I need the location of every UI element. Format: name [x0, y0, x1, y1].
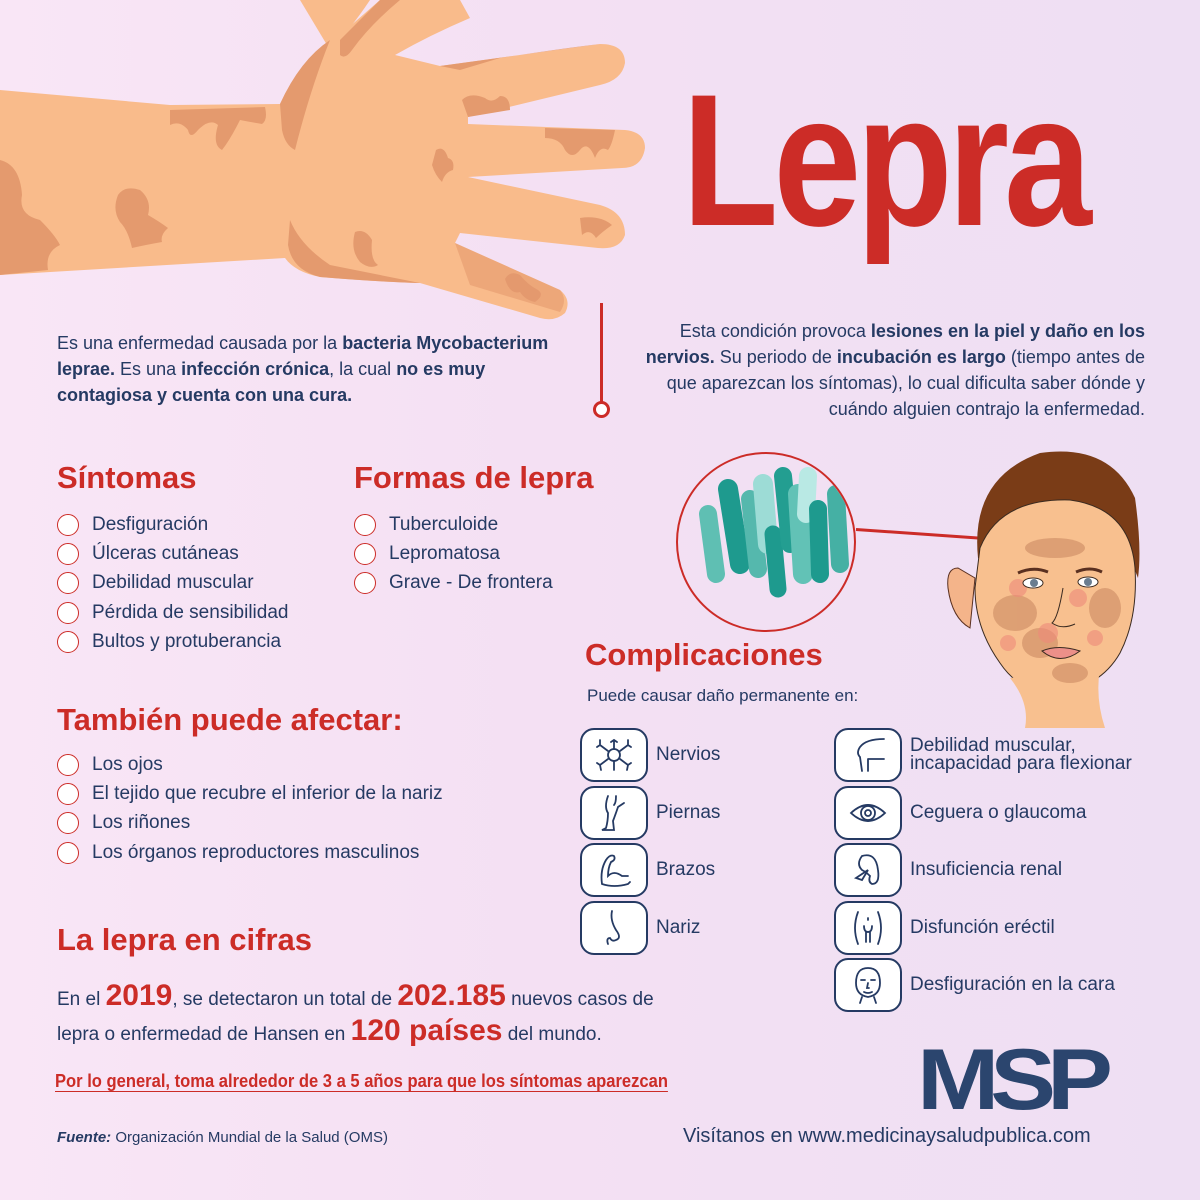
- list-item: Los órganos reproductores masculinos: [57, 838, 443, 867]
- kidney-icon: [834, 843, 902, 897]
- circle-bullet-icon: [57, 783, 79, 805]
- tambien-section: [57, 702, 443, 867]
- list-item: Grave - De frontera: [354, 569, 593, 598]
- list-item: Los riñones: [57, 809, 443, 838]
- eye-icon: [834, 786, 902, 840]
- countries-value: 120 países: [350, 1014, 503, 1047]
- cifras-heading: La lepra en cifras: [57, 922, 313, 957]
- divider-line: [600, 303, 603, 403]
- hand-illustration: [0, 0, 680, 320]
- face-icon: [834, 958, 902, 1012]
- list-item: Desfiguración: [57, 510, 288, 539]
- complication-item-ceguera: Ceguera o glaucoma: [834, 786, 1086, 840]
- groin-icon: [834, 901, 902, 955]
- nose-icon: [580, 901, 648, 955]
- intro-right-paragraph: Esta condición provoca lesiones en la piel y daño en los nervios. Su periodo de incubación es largo (tiempo antes de que aparezcan los síntomas), lo cual dificulta saber dónde y cuándo alguien contrajo la enfermedad.: [645, 321, 1145, 419]
- circle-bullet-icon: [57, 842, 79, 864]
- list-item: Tuberculoide: [354, 510, 593, 539]
- circle-bullet-icon: [57, 631, 79, 653]
- list-item: Los ojos: [57, 750, 443, 779]
- list-item: Úlceras cutáneas: [57, 539, 288, 568]
- divider-connector: [596, 303, 606, 421]
- complication-item-nariz: Nariz: [580, 901, 700, 955]
- complication-item-cara: Desfiguración en la cara: [834, 958, 1115, 1012]
- list-item: Pérdida de sensibilidad: [57, 598, 288, 627]
- formas-list: [354, 510, 593, 598]
- tambien-list: [57, 750, 443, 867]
- knee-icon: [834, 728, 902, 782]
- page-title: Lepra: [682, 55, 1087, 265]
- circle-bullet-icon: [57, 572, 79, 594]
- complication-item-renal: Insuficiencia renal: [834, 843, 1062, 897]
- list-item: Lepromatosa: [354, 539, 593, 568]
- complication-item-piernas: Piernas: [580, 786, 720, 840]
- circle-bullet-icon: [57, 543, 79, 565]
- website-link[interactable]: Visítanos en www.medicinaysaludpublica.com: [683, 1125, 1091, 1147]
- sintomas-section: [57, 460, 288, 656]
- source-credit: Fuente: Organización Mundial de la Salud (OMS): [57, 1129, 388, 1146]
- sintomas-list: [57, 510, 288, 656]
- circle-bullet-icon: [57, 754, 79, 776]
- complicaciones-heading: Complicaciones: [585, 637, 823, 672]
- list-item: Bultos y protuberancia: [57, 627, 288, 656]
- circle-bullet-icon: [57, 602, 79, 624]
- incubation-note: Por lo general, toma alrededor de 3 a 5 años para que los síntomas aparezcan: [55, 1071, 668, 1091]
- circle-bullet-icon: [354, 514, 376, 536]
- list-item: Debilidad muscular: [57, 569, 288, 598]
- flexed-arm-icon: [580, 843, 648, 897]
- complication-item-brazos: Brazos: [580, 843, 715, 897]
- year-value: 2019: [105, 979, 173, 1012]
- divider-dot: [593, 401, 610, 418]
- list-item: El tejido que recubre el inferior de la nariz: [57, 779, 443, 808]
- bacteria-magnifier: [676, 452, 856, 632]
- bacteria-icon: [678, 454, 856, 632]
- circle-bullet-icon: [57, 514, 79, 536]
- intro-left-paragraph: Es una enfermedad causada por la bacteria Mycobacterium leprae. Es una infección crónica, la cual no es muy contagiosa y cuenta con una cura.: [57, 333, 549, 405]
- complicaciones-subtitle: Puede causar daño permanente en:: [587, 686, 859, 705]
- circle-bullet-icon: [354, 572, 376, 594]
- face-illustration: [930, 438, 1170, 728]
- sintomas-heading: Síntomas: [57, 460, 197, 495]
- circle-bullet-icon: [57, 812, 79, 834]
- tambien-heading: También puede afectar:: [57, 702, 403, 737]
- circle-bullet-icon: [354, 543, 376, 565]
- complication-item-nervios: Nervios: [580, 728, 720, 782]
- formas-heading: Formas de lepra: [354, 460, 594, 495]
- msp-logo: MSP: [917, 1032, 1104, 1128]
- complication-item-debilidad: Debilidad muscular, incapacidad para flexionar: [834, 728, 1132, 782]
- leg-icon: [580, 786, 648, 840]
- formas-section: [354, 460, 593, 598]
- cases-value: 202.185: [397, 979, 506, 1012]
- cifras-paragraph: En el 2019, se detectaron un total de 202.185 nuevos casos de lepra o enfermedad de Hansen en 120 países del mundo.: [57, 979, 654, 1047]
- nerve-cell-icon: [580, 728, 648, 782]
- complication-item-erectil: Disfunción eréctil: [834, 901, 1055, 955]
